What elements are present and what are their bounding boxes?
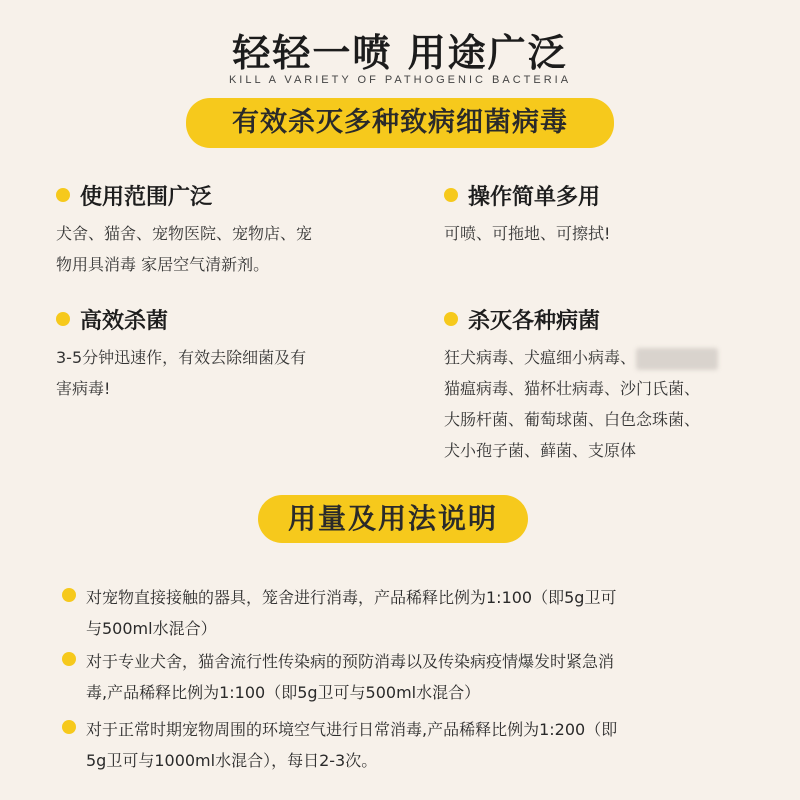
usage-text-line: 与500ml水混合） [86,619,217,638]
feature-kill-pathogens [444,302,774,466]
usage-heading-pill: 用量及用法说明 [258,495,528,543]
feature-title: 杀灭各种病菌 [468,308,601,334]
feature-text-line: 大肠杆菌、葡萄球菌、白色念珠菌、 [444,410,701,429]
usage-item [62,714,762,776]
feature-efficient-sterilization [56,302,386,404]
usage-text-line: 对于正常时期宠物周围的环境空气进行日常消毒,产品稀释比例为1:200（即 [86,720,618,739]
feature-text-line: 犬舍、猫舍、宠物医院、宠物店、宠 [56,224,313,243]
usage-item [62,646,762,708]
usage-text-line: 5g卫可与1000ml水混合），每日2-3次。 [86,751,378,770]
feature-text-line: 害病毒! [56,379,111,398]
bullet-dot-icon [444,188,458,202]
bullet-dot-icon [62,652,76,666]
usage-text-line: 对宠物直接接触的器具，笼舍进行消毒，产品稀释比例为1:100（即5g卫可 [86,588,617,607]
page-subtitle: KILL A VARIETY OF PATHOGENIC BACTERIA [228,74,572,86]
banner-pill: 有效杀灭多种致病细菌病毒 [186,98,614,148]
feature-easy-operation [444,178,774,249]
usage-text-line: 毒,产品稀释比例为1:100（即5g卫可与500ml水混合） [86,683,481,702]
bullet-dot-icon [444,312,458,326]
usage-text-line: 对于专业犬舍，猫舍流行性传染病的预防消毒以及传染病疫情爆发时紧急消 [86,652,615,671]
feature-title: 使用范围广泛 [80,184,213,210]
bullet-dot-icon [56,312,70,326]
blurred-text [636,348,718,370]
feature-text-line: 可喷、可拖地、可擦拭! [444,224,611,243]
feature-text-line: 3-5分钟迅速作，有效去除细菌及有 [56,348,307,367]
feature-text-line: 犬小孢子菌、藓菌、支原体 [444,441,637,460]
feature-usage-range [56,178,386,280]
bullet-dot-icon [56,188,70,202]
feature-text-line: 狂犬病毒、犬瘟细小病毒、 [444,348,637,367]
usage-item [62,582,762,644]
feature-text-line: 物用具消毒 家居空气清新剂。 [56,255,270,274]
feature-title: 操作简单多用 [468,184,601,210]
bullet-dot-icon [62,588,76,602]
feature-title: 高效杀菌 [80,308,169,334]
feature-text-line: 猫瘟病毒、猫杯壮病毒、沙门氏菌、 [444,379,701,398]
bullet-dot-icon [62,720,76,734]
page-title: 轻轻一喷 用途广泛 [232,31,568,75]
